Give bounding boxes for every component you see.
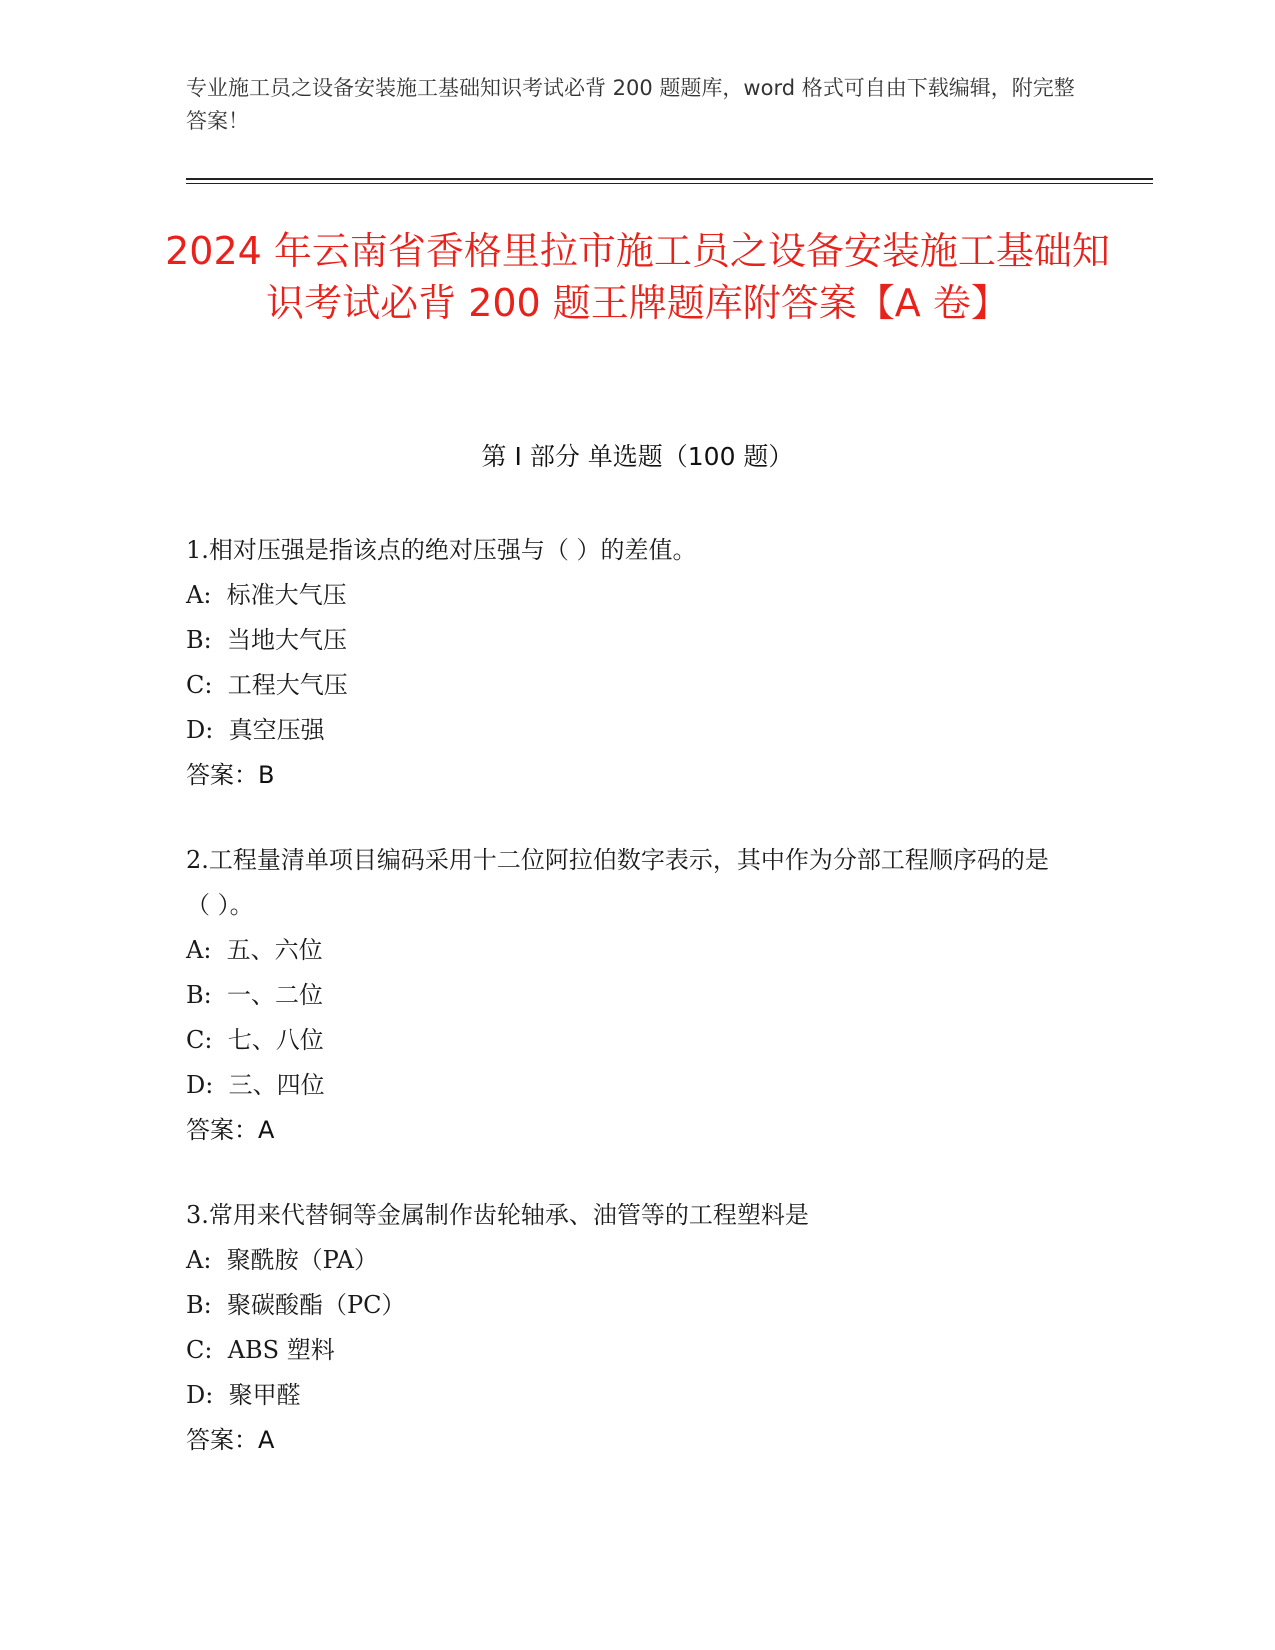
question-answer: 答案：A xyxy=(186,1426,275,1454)
question-option-a: A: 五、六位 xyxy=(186,936,323,964)
header-note: 专业施工员之设备安装施工基础知识考试必背 200 题题库，word 格式可自由下载编辑，附完整答案！ xyxy=(186,76,1075,133)
document-title: 2024 年云南省香格里拉市施工员之设备安装施工基础知识考试必背 200 题王牌题库附答案【A 卷】 xyxy=(165,229,1110,325)
question-answer: 答案：A xyxy=(186,1116,275,1144)
question-stem: 3.常用来代替铜等金属制作齿轮轴承、油管等的工程塑料是 xyxy=(186,1201,809,1229)
question-option-d: D: 聚甲醛 xyxy=(186,1381,301,1409)
question-option-c: C: 工程大气压 xyxy=(186,671,348,699)
question-option-d: D: 真空压强 xyxy=(186,716,325,744)
question-option-b: B: 当地大气压 xyxy=(186,626,347,654)
question-stem: 1.相对压强是指该点的绝对压强与（ ）的差值。 xyxy=(186,536,697,564)
question-option-a: A: 标准大气压 xyxy=(186,581,347,609)
header-divider-thin xyxy=(186,183,1153,184)
question-item xyxy=(186,1193,1066,1463)
question-option-d: D: 三、四位 xyxy=(186,1071,325,1099)
header-divider-thick xyxy=(186,178,1153,180)
question-option-c: C: ABS 塑料 xyxy=(186,1336,335,1364)
question-option-c: C: 七、八位 xyxy=(186,1026,324,1054)
question-stem: 2.工程量清单项目编码采用十二位阿拉伯数字表示，其中作为分部工程顺序码的是（ ）。 xyxy=(186,846,1049,919)
question-item xyxy=(186,528,1066,798)
section-heading: 第 I 部分 单选题（100 题） xyxy=(481,442,794,471)
question-item xyxy=(186,838,1066,1153)
question-option-b: B: 一、二位 xyxy=(186,981,323,1009)
question-option-b: B: 聚碳酸酯（PC） xyxy=(186,1291,406,1319)
question-list xyxy=(186,528,1066,1503)
question-option-a: A: 聚酰胺（PA） xyxy=(186,1246,378,1274)
question-answer: 答案：B xyxy=(186,761,275,789)
